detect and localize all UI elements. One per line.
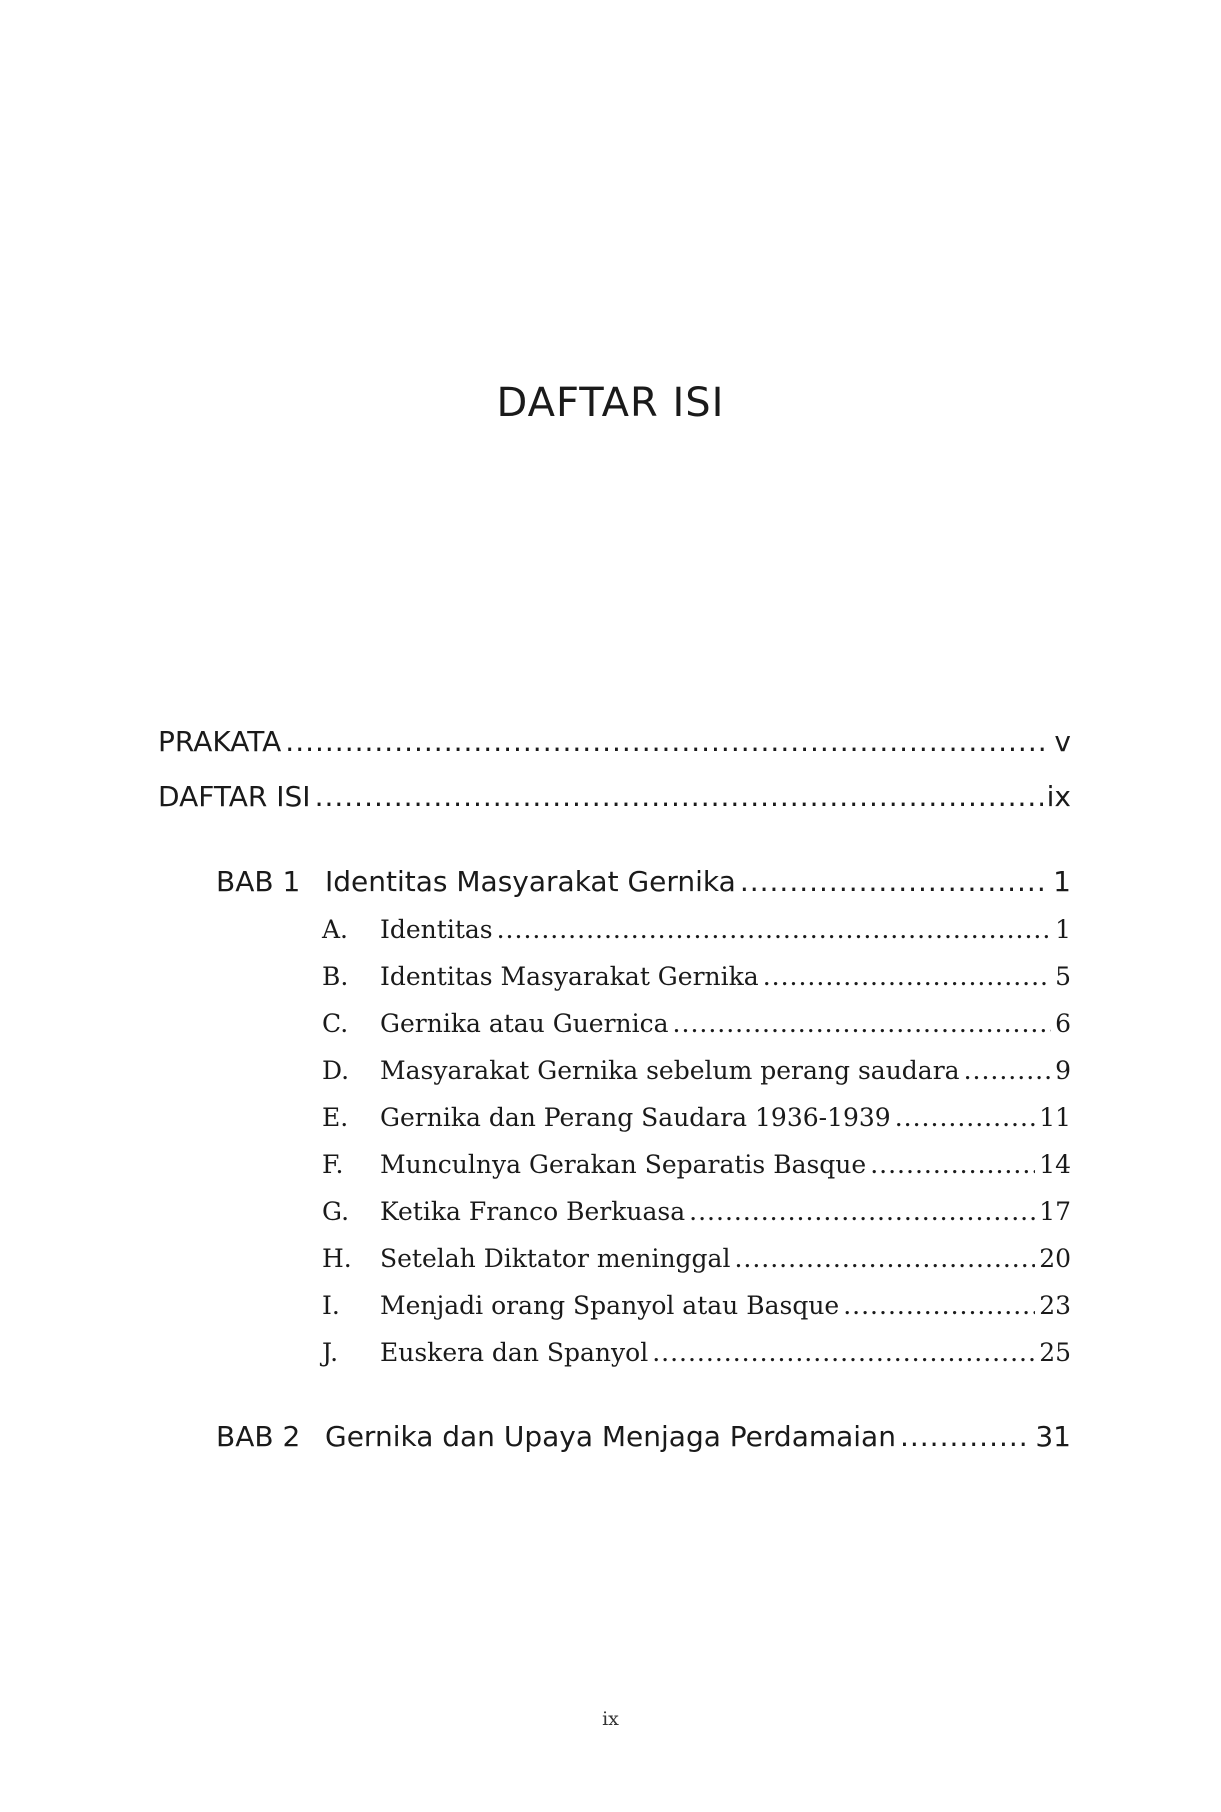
toc-entry-page: v	[1054, 725, 1071, 758]
dot-leader	[673, 1009, 1052, 1038]
dot-leader	[870, 1150, 1035, 1179]
section-letter: D.	[322, 1056, 350, 1085]
toc-entry-page: 5	[1055, 962, 1071, 991]
dot-leader	[689, 1197, 1035, 1226]
page-title: DAFTAR ISI	[496, 380, 725, 426]
toc-entry-page: 1	[1053, 865, 1071, 898]
toc-entry-section[interactable]	[380, 1150, 1071, 1179]
toc-entry-label: Identitas Masyarakat Gernika	[380, 962, 759, 991]
chapter-number: BAB 1	[216, 865, 301, 898]
toc-entry-page: 9	[1055, 1056, 1071, 1085]
page-number: ix	[602, 1708, 619, 1730]
toc-entry-page: ix	[1046, 780, 1071, 813]
section-letter: C.	[322, 1009, 349, 1038]
toc-entry-label: Masyarakat Gernika sebelum perang saudara	[380, 1056, 960, 1085]
toc-entry-section[interactable]	[380, 1056, 1071, 1085]
toc-entry-label: Menjadi orang Spanyol atau Basque	[380, 1291, 840, 1320]
toc-entry-label: Gernika dan Upaya Menjaga Perdamaian	[325, 1420, 896, 1453]
toc-entry-label: Ketika Franco Berkuasa	[380, 1197, 686, 1226]
toc-entry-page: 20	[1039, 1244, 1071, 1273]
dot-leader	[497, 915, 1051, 944]
section-letter: J.	[322, 1338, 339, 1367]
section-letter: H.	[322, 1244, 352, 1273]
section-letter: I.	[322, 1291, 340, 1320]
section-letter: A.	[322, 915, 349, 944]
toc-entry-section[interactable]	[380, 1197, 1071, 1226]
toc-entry-page: 14	[1039, 1150, 1071, 1179]
toc-entry-label: Gernika atau Guernica	[380, 1009, 669, 1038]
dot-leader	[315, 780, 1043, 813]
toc-entry-page: 23	[1039, 1291, 1071, 1320]
toc-entry-page: 1	[1055, 915, 1071, 944]
toc-entry-label: Identitas Masyarakat Gernika	[325, 865, 736, 898]
toc-entry-section[interactable]	[380, 1103, 1071, 1132]
toc-entry-page: 31	[1035, 1420, 1071, 1453]
section-letter: B.	[322, 962, 349, 991]
dot-leader	[895, 1103, 1035, 1132]
dot-leader	[734, 1244, 1035, 1273]
toc-entry-section[interactable]	[380, 962, 1071, 991]
toc-entry-label: Gernika dan Perang Saudara 1936-1939	[380, 1103, 891, 1132]
dot-leader	[843, 1291, 1035, 1320]
section-letter: F.	[322, 1150, 344, 1179]
toc-entry-section[interactable]	[380, 1244, 1071, 1273]
chapter-number: BAB 2	[216, 1420, 301, 1453]
toc-entry-page: 6	[1055, 1009, 1071, 1038]
toc-entry-label: DAFTAR ISI	[158, 780, 311, 813]
dot-leader	[763, 962, 1051, 991]
dot-leader	[900, 1420, 1031, 1453]
toc-entry-page: 17	[1039, 1197, 1071, 1226]
toc-entry-chapter-1[interactable]	[325, 865, 1071, 898]
section-letter: E.	[322, 1103, 349, 1132]
toc-entry-section[interactable]	[380, 1009, 1071, 1038]
toc-entry-section[interactable]	[380, 915, 1071, 944]
dot-leader	[964, 1056, 1052, 1085]
toc-entry-label: PRAKATA	[158, 725, 282, 758]
toc-entry-label: Munculnya Gerakan Separatis Basque	[380, 1150, 867, 1179]
toc-entry-label: Identitas	[380, 915, 493, 944]
toc-entry-prakata[interactable]	[158, 725, 1071, 758]
section-letter: G.	[322, 1197, 350, 1226]
toc-entry-page: 11	[1039, 1103, 1071, 1132]
dot-leader	[652, 1338, 1035, 1367]
toc-entry-section[interactable]	[380, 1291, 1071, 1320]
toc-entry-daftar-isi[interactable]	[158, 780, 1071, 813]
toc-entry-label: Setelah Diktator meninggal	[380, 1244, 731, 1273]
dot-leader	[740, 865, 1049, 898]
toc-entry-label: Euskera dan Spanyol	[380, 1338, 649, 1367]
dot-leader	[285, 725, 1050, 758]
toc-entry-section[interactable]	[380, 1338, 1071, 1367]
toc-entry-page: 25	[1039, 1338, 1071, 1367]
toc-entry-chapter-2[interactable]	[325, 1420, 1071, 1453]
